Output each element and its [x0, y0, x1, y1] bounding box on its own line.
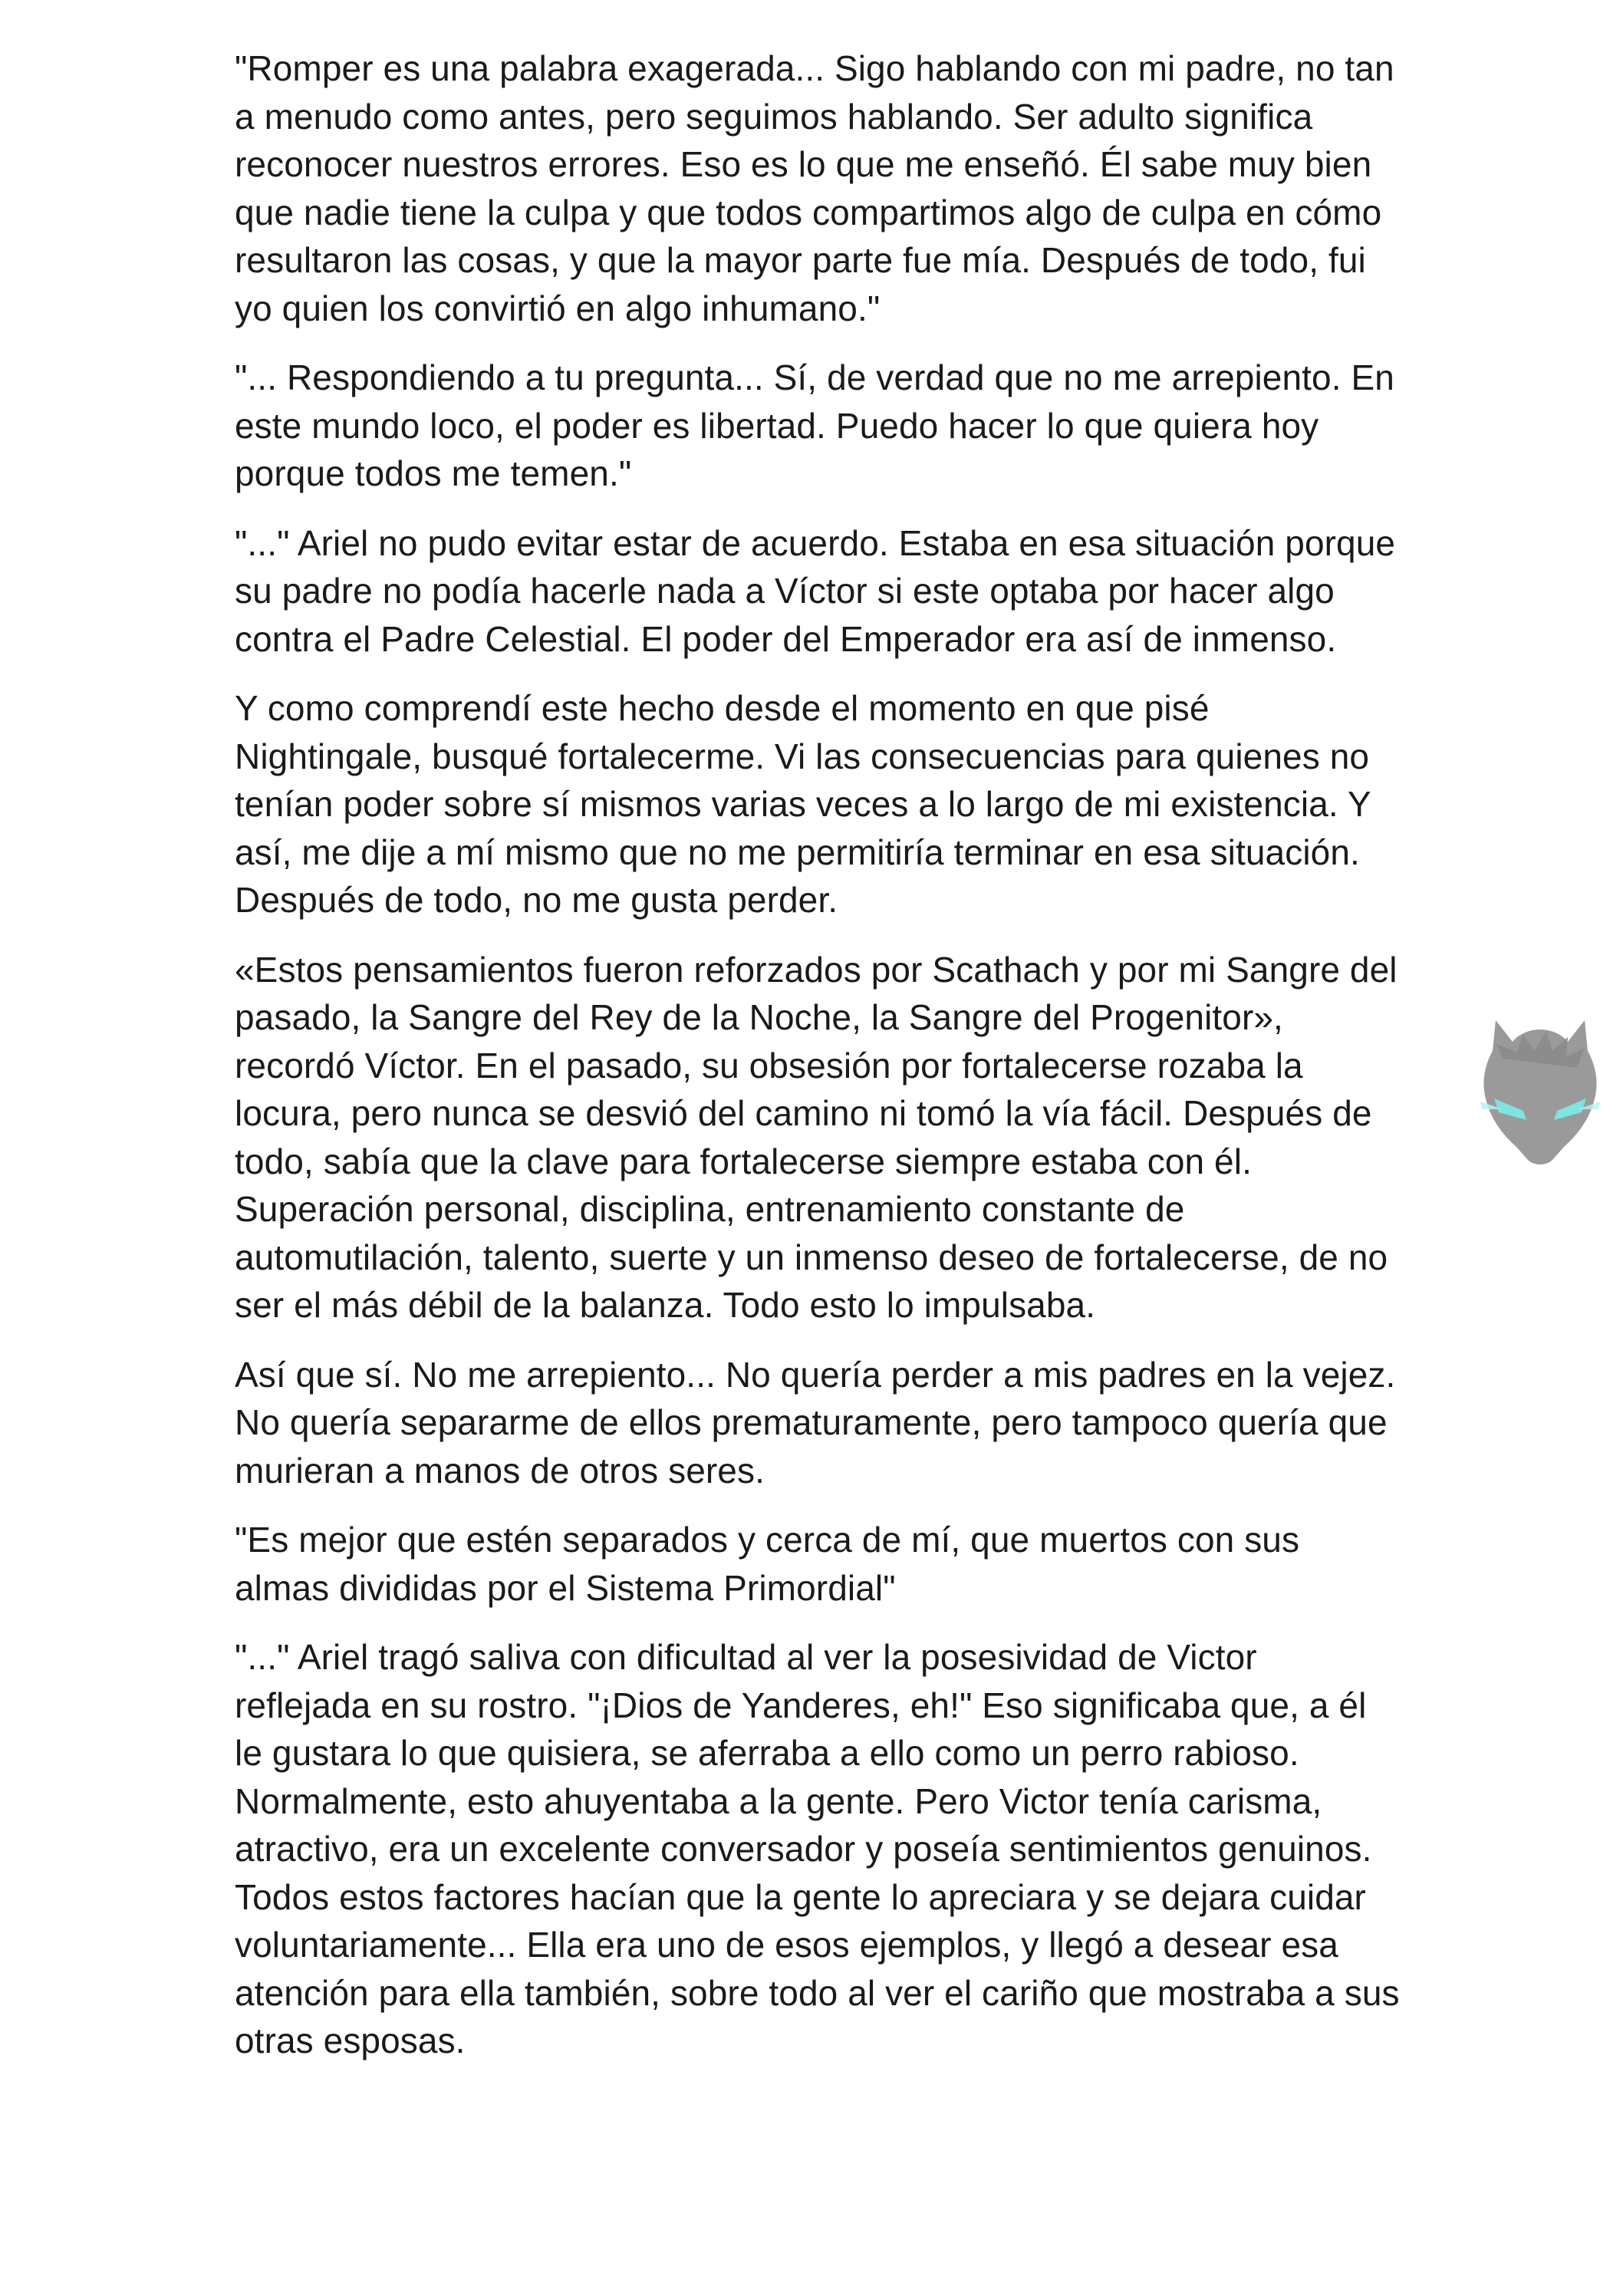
paragraph: "Romper es una palabra exagerada... Sigo hablando con mi padre, no tan a menudo como antes, pero seguimos hablando. Ser adulto significa reconocer nuestros errores. Eso es lo que me enseñó. Él sabe muy bien que nadie tiene la culpa y que todos compartimos algo de culpa en cómo resultaron las cosas, y que la mayor parte fue mía. Después de todo, fui yo quien los convirtió en algo inhumano.": [235, 48, 1394, 328]
paragraph: "Es mejor que estén separados y cerca de mí, que muertos con sus almas divididas por el Sistema Primordial": [235, 1520, 1300, 1608]
paragraph: "... Respondiendo a tu pregunta... Sí, de verdad que no me arrepiento. En este mundo loco, el poder es libertad. Puedo hacer lo que quiera hoy porque todos me temen.": [235, 357, 1394, 493]
document-body: [235, 44, 1401, 2087]
demon-head-icon: [1473, 997, 1608, 1166]
paragraph: Así que sí. No me arrepiento... No quería perder a mis padres en la vejez. No quería separarme de ellos prematuramente, pero tampoco quería que murieran a manos de otros seres.: [235, 1354, 1396, 1491]
paragraph: «Estos pensamientos fueron reforzados por Scathach y por mi Sangre del pasado, la Sangre del Rey de la Noche, la Sangre del Progenitor», recordó Víctor. En el pasado, su obsesión por fortalecerse rozaba la locura, pero nunca se desvió del camino ni tomó la vía fácil. Después de todo, sabía que la clave para fortalecerse siempre estaba con él. Superación personal, disciplina, entrenamiento constante de automutilación, talento, suerte y un inmenso deseo de fortalecerse, de no ser el más débil de la balanza. Todo esto lo impulsaba.: [235, 949, 1397, 1325]
paragraph: "..." Ariel tragó saliva con dificultad al ver la posesividad de Victor reflejada en su rostro. "¡Dios de Yanderes, eh!" Eso significaba que, a él le gustara lo que quisiera, se aferraba a ello como un perro rabioso. Normalmente, esto ahuyentaba a la gente. Pero Victor tenía carisma, atractivo, era un excelente conversador y poseía sentimientos genuinos. Todos estos factores hacían que la gente lo apreciara y se dejara cuidar voluntariamente... Ella era uno de esos ejemplos, y llegó a desear esa atención para ella también, sobre todo al ver el cariño que mostraba a sus otras esposas.: [235, 1637, 1400, 2060]
paragraph: Y como comprendí este hecho desde el momento en que pisé Nightingale, busqué fortalecerme. Vi las consecuencias para quienes no tenían poder sobre sí mismos varias veces a lo largo de mi existencia. Y así, me dije a mí mismo que no me permitiría terminar en esa situación. Después de todo, no me gusta perder.: [235, 688, 1371, 920]
paragraph: "..." Ariel no pudo evitar estar de acuerdo. Estaba en esa situación porque su padre no podía hacerle nada a Víctor si este optaba por hacer algo contra el Padre Celestial. El poder del Emperador era así de inmenso.: [235, 522, 1396, 659]
